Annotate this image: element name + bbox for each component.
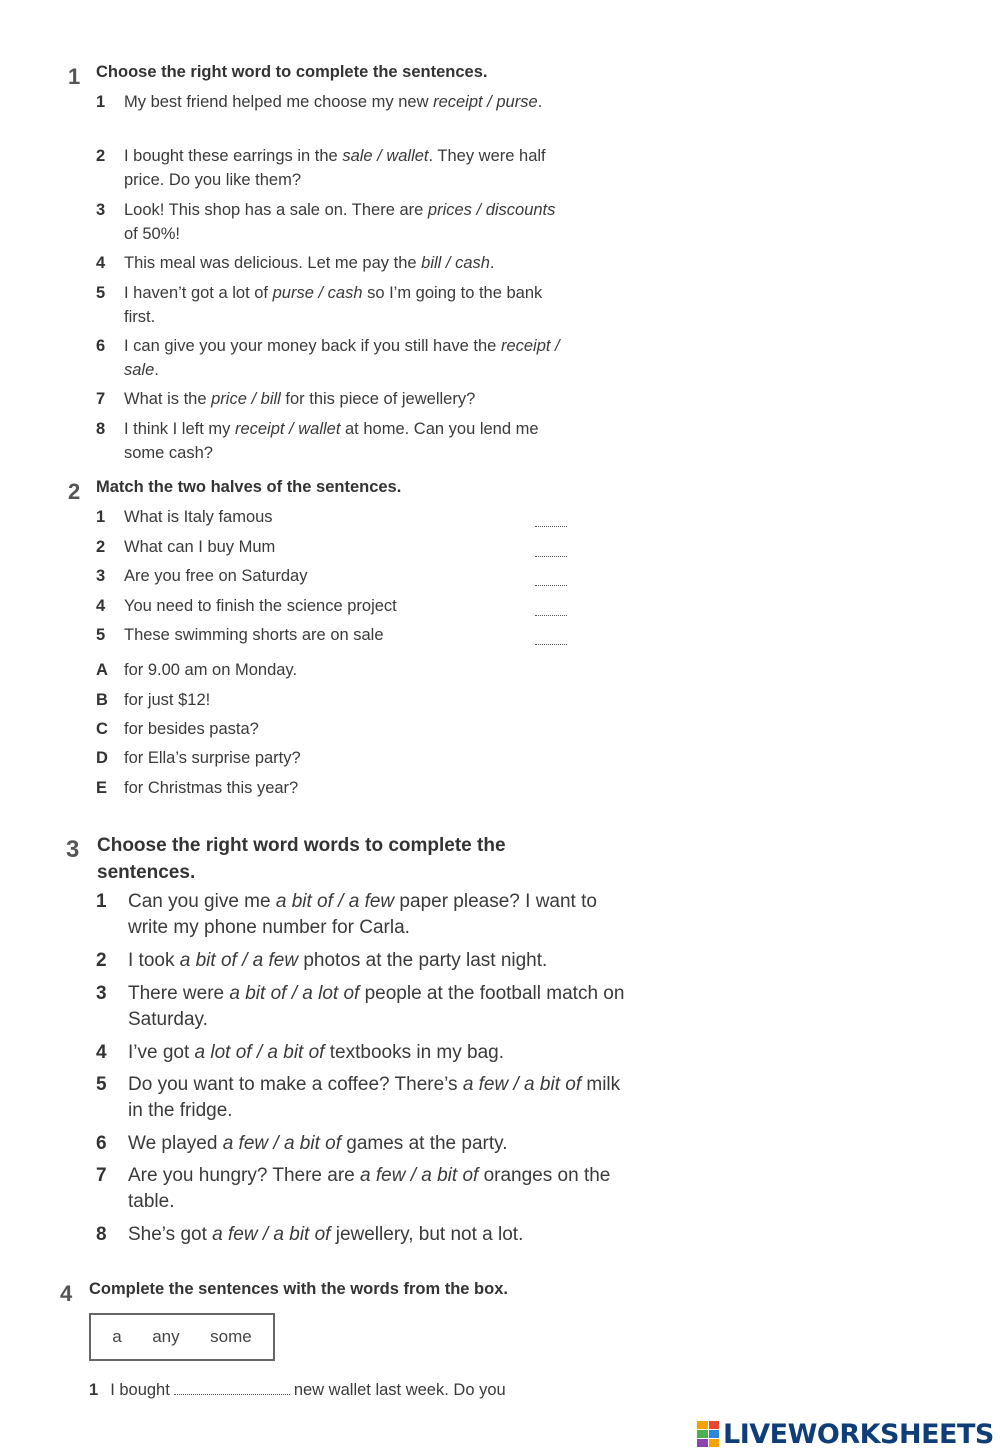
item-number: 1	[89, 1381, 99, 1399]
item-number: 3	[96, 201, 106, 219]
item-text: for Ella’s surprise party?	[124, 749, 301, 767]
item-number: 6	[96, 1133, 107, 1154]
sentence-item	[96, 334, 564, 382]
logo-tile	[709, 1430, 720, 1438]
sentence-ending	[96, 776, 564, 800]
liveworksheets-logo	[697, 1418, 994, 1450]
sentence-ending	[96, 688, 564, 712]
item-text: This meal was delicious. Let me pay the bill / cash.	[124, 254, 495, 272]
item-text: I’ve got a lot of / a bit of textbooks in my bag.	[128, 1042, 505, 1063]
item-number: 4	[96, 254, 106, 272]
item-number: 8	[96, 1224, 107, 1245]
sentence-item	[96, 251, 564, 275]
item-text: Are you hungry? There are a few / a bit of oranges on the table.	[128, 1165, 611, 1212]
answer-blank[interactable]	[535, 643, 567, 645]
item-text: I think I left my receipt / wallet at home. Can you lend me some cash?	[124, 420, 539, 462]
item-number: 7	[96, 1165, 107, 1186]
item-number: 8	[96, 420, 106, 438]
item-text: for Christmas this year?	[124, 779, 299, 797]
item-number: C	[96, 720, 108, 738]
sentence-half	[96, 594, 564, 618]
item-text: We played a few / a bit of games at the party.	[128, 1133, 508, 1154]
sentence-item	[96, 889, 628, 941]
item-text: Look! This shop has a sale on. There are prices / discounts of 50%!	[124, 201, 556, 243]
logo-icon	[697, 1421, 719, 1447]
sentence-item	[96, 144, 564, 192]
exercise-number: 4	[60, 1281, 73, 1306]
word-box	[89, 1313, 275, 1361]
sentence-item	[96, 417, 564, 465]
item-text: for besides pasta?	[124, 720, 259, 738]
sentence-item	[96, 198, 564, 246]
answer-blank[interactable]	[535, 584, 567, 586]
item-number: 4	[96, 597, 106, 615]
sentence-item	[96, 281, 564, 329]
sentence-item	[96, 1131, 628, 1157]
exercise-number: 2	[68, 479, 81, 504]
sentence-item	[96, 1072, 628, 1124]
item-text: I can give you your money back if you still have the receipt / sale.	[124, 337, 560, 379]
item-number: 2	[96, 147, 106, 165]
sentence-item	[96, 981, 628, 1033]
item-text: What can I buy Mum	[124, 538, 276, 556]
item-text: I bought these earrings in the sale / wallet. They were half price. Do you like them?	[124, 147, 546, 189]
sentence-start: I bought	[110, 1381, 170, 1399]
logo-tile	[709, 1439, 720, 1447]
sentence-item	[96, 948, 628, 974]
item-number: 5	[96, 626, 106, 644]
item-number: 7	[96, 390, 106, 408]
item-text: There were a bit of / a lot of people at the football match on Saturday.	[128, 983, 625, 1030]
item-text: I took a bit of / a few photos at the party last night.	[128, 950, 548, 971]
item-number: D	[96, 749, 108, 767]
sentence-half	[96, 564, 564, 588]
answer-blank[interactable]	[535, 555, 567, 557]
box-word: some	[210, 1327, 252, 1346]
sentence-half	[96, 535, 564, 559]
exercise-title: Choose the right word to complete the sentences.	[96, 63, 488, 81]
box-word: any	[152, 1327, 180, 1346]
item-number: A	[96, 661, 108, 679]
exercise-title: Complete the sentences with the words from the box.	[89, 1280, 508, 1298]
item-number: 3	[96, 567, 106, 585]
sentence-item	[96, 387, 564, 411]
logo-tile	[697, 1439, 708, 1447]
sentence-item	[89, 1381, 506, 1400]
sentence-end: new wallet last week. Do you	[293, 1381, 506, 1399]
sentence-item	[96, 1222, 628, 1248]
exercise-title: Match the two halves of the sentences.	[96, 478, 402, 496]
item-number: 2	[96, 950, 107, 971]
sentence-half	[96, 623, 564, 647]
item-text: Do you want to make a coffee? There’s a few / a bit of milk in the fridge.	[128, 1074, 621, 1121]
item-text: for 9.00 am on Monday.	[124, 661, 298, 679]
item-number: 5	[96, 284, 106, 302]
item-number: 3	[96, 983, 107, 1004]
logo-tile	[697, 1430, 708, 1438]
sentence-item	[96, 1040, 628, 1066]
answer-blank[interactable]	[174, 1394, 290, 1395]
item-number: E	[96, 779, 108, 797]
item-text: What is the price / bill for this piece of jewellery?	[124, 390, 476, 408]
sentence-item	[96, 90, 564, 114]
exercise-number: 3	[66, 836, 80, 863]
item-number: 1	[96, 508, 106, 526]
item-number: B	[96, 691, 108, 709]
item-number: 2	[96, 538, 106, 556]
item-text: These swimming shorts are on sale	[124, 626, 384, 644]
sentence-item	[96, 1163, 628, 1215]
answer-blank[interactable]	[535, 525, 567, 527]
item-text: You need to finish the science project	[124, 597, 397, 615]
item-number: 1	[96, 891, 107, 912]
sentence-ending	[96, 746, 564, 770]
sentence-ending	[96, 658, 564, 682]
item-text: She’s got a few / a bit of jewellery, but not a lot.	[128, 1224, 524, 1245]
item-text: for just $12!	[124, 691, 211, 709]
item-number: 6	[96, 337, 106, 355]
item-number: 4	[96, 1042, 107, 1063]
box-word: a	[112, 1327, 122, 1346]
item-text: What is Italy famous	[124, 508, 273, 526]
item-text: Are you free on Saturday	[124, 567, 308, 585]
sentence-half	[96, 505, 564, 529]
answer-blank[interactable]	[535, 614, 567, 616]
item-text: My best friend helped me choose my new receipt / purse.	[124, 93, 543, 111]
exercise-number: 1	[68, 64, 81, 89]
item-text: I haven’t got a lot of purse / cash so I’m going to the bank first.	[124, 284, 543, 326]
logo-text: LIVEWORKSHEETS	[723, 1418, 994, 1450]
logo-tile	[709, 1421, 720, 1429]
item-text: Can you give me a bit of / a few paper please? I want to write my phone number for Carla.	[128, 891, 597, 938]
sentence-ending	[96, 717, 564, 741]
item-number: 1	[96, 93, 106, 111]
exercise-title: Choose the right word words to complete the sentences.	[97, 835, 506, 883]
logo-tile	[697, 1421, 708, 1429]
item-number: 5	[96, 1074, 107, 1095]
